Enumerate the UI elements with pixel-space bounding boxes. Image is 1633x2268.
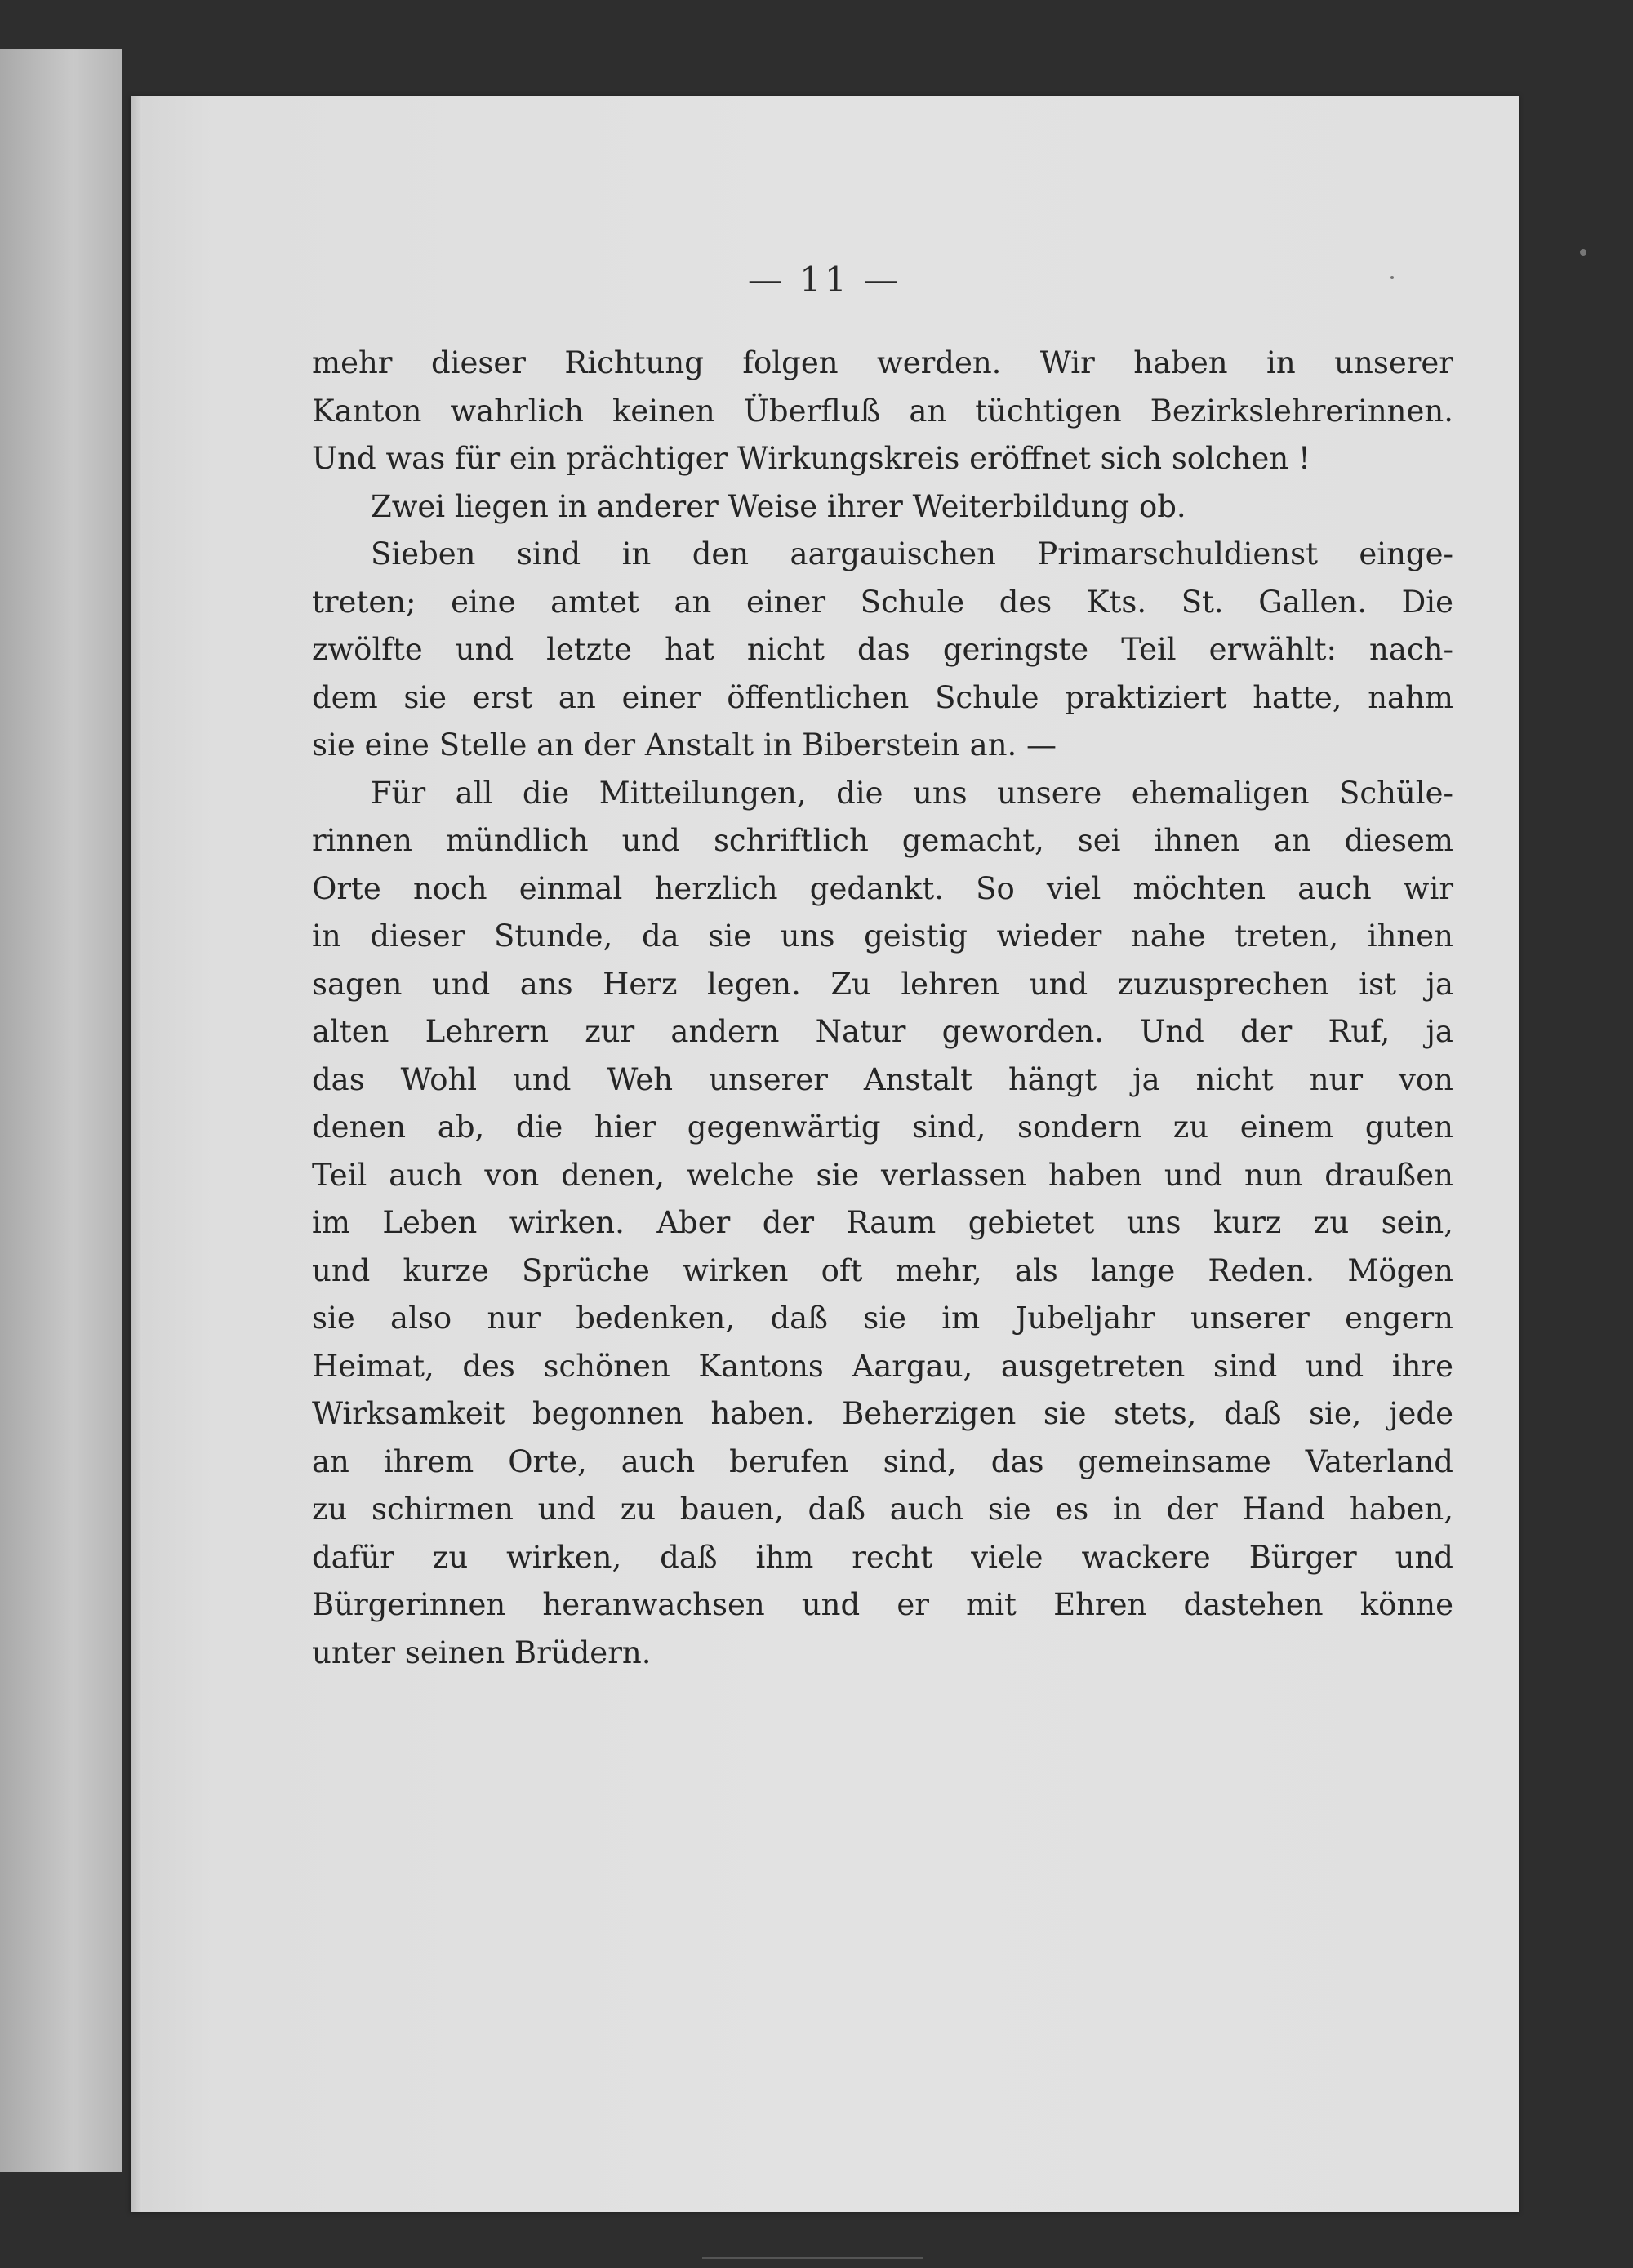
text-line: denen ab, die hier gegenwärtig sind, sondern zu einem guten xyxy=(312,1110,1453,1145)
text-line: Für all die Mitteilungen, die uns unsere ehemaligen Schüle- xyxy=(371,775,1453,811)
text-line: unter seinen Brüdern. xyxy=(312,1634,652,1670)
text-line: Wirksamkeit begonnen haben. Beherzigen sie stets, daß sie, jede xyxy=(312,1396,1453,1431)
text-line: Bürgerinnen heranwachsen und er mit Ehren dastehen könne xyxy=(312,1587,1453,1622)
text-line: Orte noch einmal herzlich gedankt. So viel möchten auch wir xyxy=(312,870,1453,906)
text-line: dafür zu wirken, daß ihm recht viele wackere Bürger und xyxy=(312,1539,1453,1575)
text-line: alten Lehrern zur andern Natur geworden. Und der Ruf, ja xyxy=(312,1014,1453,1049)
text-line: Zwei liegen in anderer Weise ihrer Weiterbildung ob. xyxy=(371,488,1186,524)
text-line: in dieser Stunde, da sie uns geistig wieder nahe treten, ihnen xyxy=(312,918,1453,954)
text-line: das Wohl und Weh unserer Anstalt hängt ja nicht nur von xyxy=(312,1061,1453,1097)
facing-page-edge xyxy=(0,49,122,2172)
text-line: und kurze Sprüche wirken oft mehr, als lange Reden. Mögen xyxy=(312,1252,1453,1288)
text-line: sie also nur bedenken, daß sie im Jubeljahr unserer engern xyxy=(312,1301,1453,1336)
page-number: — 11 — xyxy=(747,260,902,300)
text-line: rinnen mündlich und schriftlich gemacht, sei ihnen an diesem xyxy=(312,823,1453,858)
dust-speck xyxy=(1580,249,1586,256)
text-line: Kanton wahrlich keinen Überfluß an tüchtigen Bezirkslehrerinnen. xyxy=(312,393,1453,429)
page-gutter xyxy=(131,96,142,2212)
body-text xyxy=(312,340,1453,1677)
book-page xyxy=(131,96,1519,2212)
text-line: sie eine Stelle an der Anstalt in Biberstein an. — xyxy=(312,727,1057,763)
text-line: treten; eine amtet an einer Schule des Kts. St. Gallen. Die xyxy=(312,584,1453,620)
dust-speck xyxy=(1390,276,1394,279)
text-line: Teil auch von denen, welche sie verlassen haben und nun draußen xyxy=(312,1157,1453,1193)
text-line: Heimat, des schönen Kantons Aargau, ausgetreten sind und ihre xyxy=(312,1348,1453,1384)
text-line: mehr dieser Richtung folgen werden. Wir haben in unserer xyxy=(312,345,1453,380)
text-line: an ihrem Orte, auch berufen sind, das gemeinsame Vaterland xyxy=(312,1443,1453,1479)
text-line: Und was für ein prächtiger Wirkungskreis eröffnet sich solchen ! xyxy=(312,441,1310,476)
text-line: zwölfte und letzte hat nicht das geringste Teil erwählt: nach- xyxy=(312,632,1453,667)
end-rule xyxy=(702,2257,923,2259)
text-line: dem sie erst an einer öffentlichen Schule praktiziert hatte, nahm xyxy=(312,679,1453,715)
text-line: zu schirmen und zu bauen, daß auch sie es in der Hand haben, xyxy=(312,1492,1453,1527)
text-line: im Leben wirken. Aber der Raum gebietet uns kurz zu sein, xyxy=(312,1205,1453,1240)
text-line: sagen und ans Herz legen. Zu lehren und zuzusprechen ist ja xyxy=(312,966,1453,1002)
text-line: Sieben sind in den aargauischen Primarschuldienst einge- xyxy=(371,536,1453,571)
